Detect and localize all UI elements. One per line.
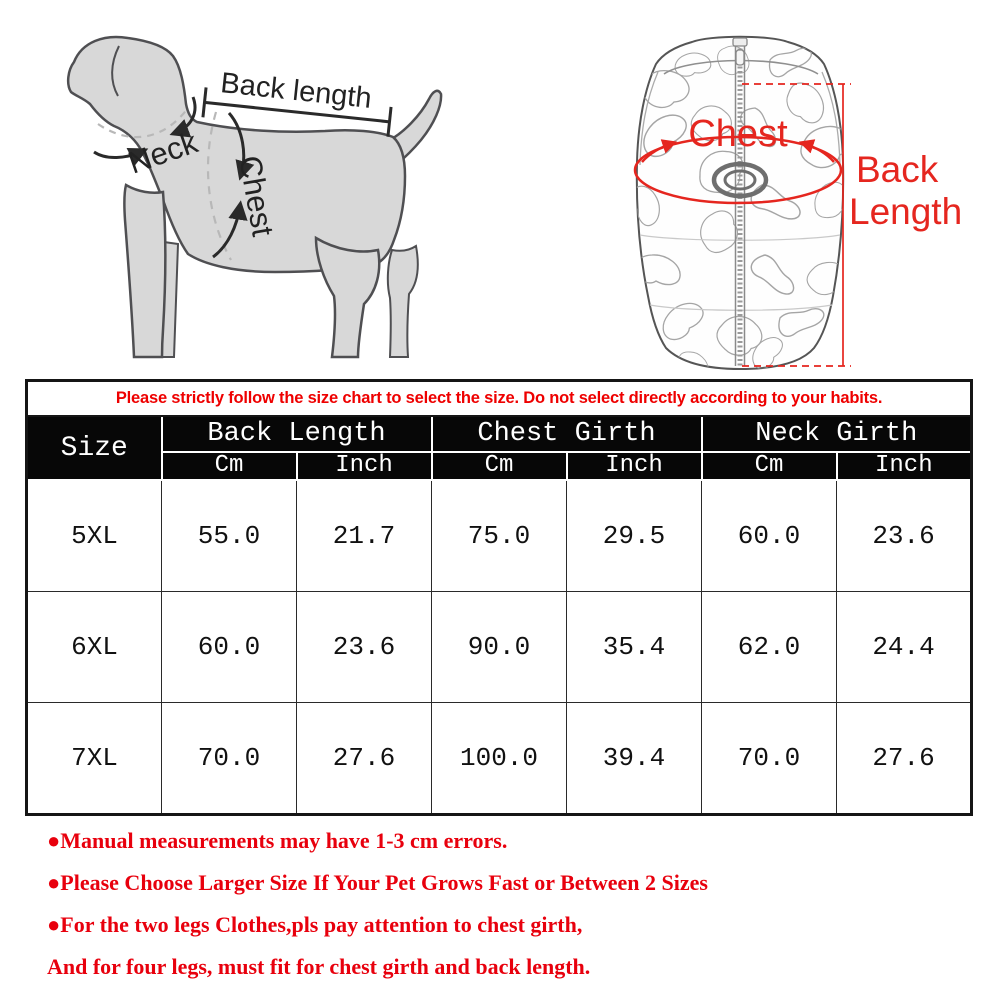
dog-near-front-leg: [124, 185, 165, 357]
measurement-illustration: [0, 0, 1000, 380]
table-row-6xl: [27, 592, 972, 703]
note-line: And for four legs, must fit for chest girth and back length.: [47, 954, 591, 979]
unit-header-cm: Cm: [162, 452, 297, 480]
unit-header-cm: Cm: [702, 452, 837, 480]
cell-back-cm: 70.0: [162, 703, 297, 815]
unit-header-inch: Inch: [567, 452, 702, 480]
cell-size: 7XL: [27, 703, 162, 815]
cell-size: 5XL: [27, 480, 162, 592]
unit-header-inch: Inch: [837, 452, 972, 480]
dog-neck-label: Neck: [123, 124, 202, 181]
cell-back-inch: 23.6: [297, 592, 432, 703]
dog-far-rear-leg: [388, 246, 418, 357]
unit-header-inch: Inch: [297, 452, 432, 480]
size-chart-table: [25, 379, 973, 816]
dog-near-rear-leg: [316, 238, 379, 357]
cell-chest-cm: 90.0: [432, 592, 567, 703]
cell-chest-inch: 35.4: [567, 592, 702, 703]
cell-back-cm: 55.0: [162, 480, 297, 592]
cell-neck-inch: 24.4: [837, 592, 972, 703]
vest-diagram: [630, 37, 963, 380]
note-line: ●Please Choose Larger Size If Your Pet Grows Fast or Between 2 Sizes: [47, 870, 708, 895]
note-line: ●For the two legs Clothes,pls pay attention to chest girth,: [47, 912, 583, 937]
cell-chest-inch: 39.4: [567, 703, 702, 815]
cell-neck-cm: 70.0: [702, 703, 837, 815]
note-line: ●Manual measurements may have 1-3 cm errors.: [47, 828, 508, 853]
column-header-size: Size: [27, 416, 162, 480]
cell-size: 6XL: [27, 592, 162, 703]
vest-back-length-label-line2: Length: [849, 191, 963, 232]
cell-neck-inch: 27.6: [837, 703, 972, 815]
size-chart-notice: Please strictly follow the size chart to select the size. Do not select directly according to your habits.: [27, 381, 972, 417]
cell-neck-cm: 62.0: [702, 592, 837, 703]
cell-neck-cm: 60.0: [702, 480, 837, 592]
cell-chest-cm: 75.0: [432, 480, 567, 592]
dog-measurement-diagram: [68, 37, 441, 357]
measurement-notes: [47, 820, 967, 988]
column-header-chest-girth: Chest Girth: [432, 416, 702, 452]
cell-back-inch: 27.6: [297, 703, 432, 815]
cell-back-cm: 60.0: [162, 592, 297, 703]
column-header-back-length: Back Length: [162, 416, 432, 452]
table-unit-row: [27, 452, 972, 480]
unit-header-cm: Cm: [432, 452, 567, 480]
cell-chest-cm: 100.0: [432, 703, 567, 815]
cell-chest-inch: 29.5: [567, 480, 702, 592]
dog-back-length-label: Back length: [219, 67, 374, 115]
vest-chest-label: Chest: [688, 113, 788, 155]
notice-row: [27, 381, 972, 417]
dog-chest-label: Chest: [232, 152, 281, 239]
table-row-5xl: [27, 480, 972, 592]
vest-back-length-label-line1: Back: [856, 149, 939, 190]
table-header-row: [27, 416, 972, 452]
column-header-neck-girth: Neck Girth: [702, 416, 972, 452]
cell-back-inch: 21.7: [297, 480, 432, 592]
table-row-7xl: [27, 703, 972, 815]
cell-neck-inch: 23.6: [837, 480, 972, 592]
